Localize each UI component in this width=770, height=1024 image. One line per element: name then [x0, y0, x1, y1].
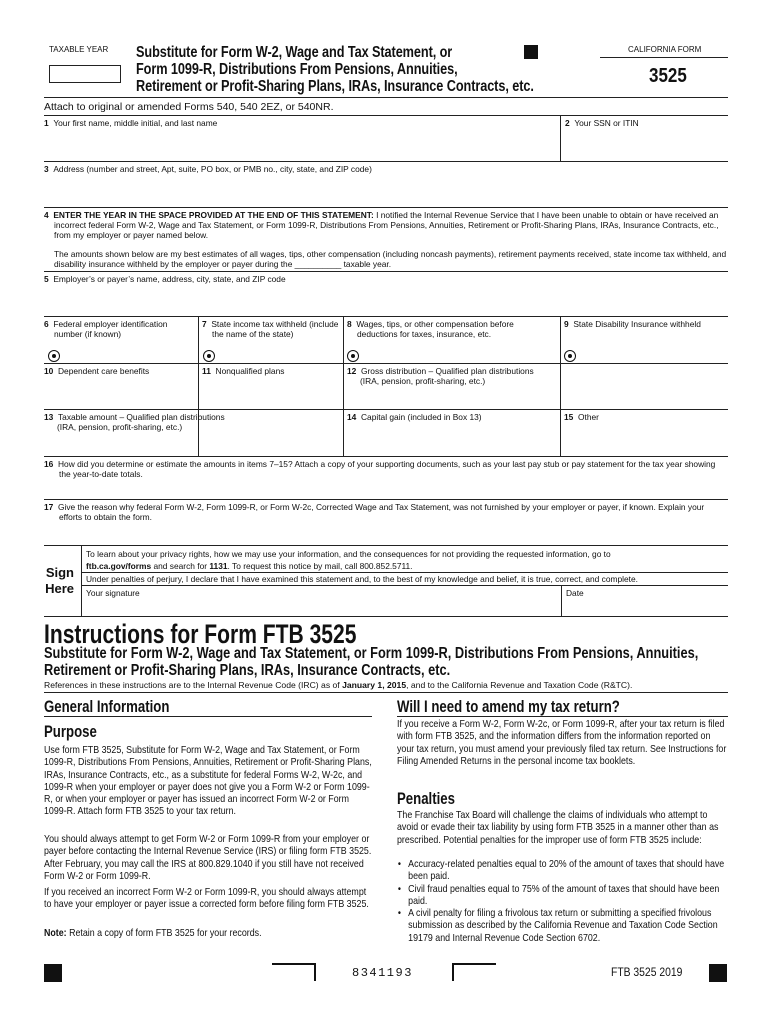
- field-9-label: 9 State Disability Insurance withheld: [564, 319, 701, 329]
- field-17-input[interactable]: [44, 524, 728, 544]
- field-16-input[interactable]: [44, 480, 728, 498]
- rule: [44, 207, 728, 208]
- divider: [560, 115, 561, 161]
- instructions-title: Instructions for Form FTB 3525: [44, 619, 357, 649]
- taxable-year-field[interactable]: [49, 65, 121, 83]
- field-3-label: 3 Address (number and street, Apt, suite, PO box, or PMB no., city, state, and ZIP code): [44, 164, 372, 174]
- divider: [561, 585, 562, 616]
- date-label: Date: [566, 588, 584, 598]
- field-10-label: 10 Dependent care benefits: [44, 366, 150, 376]
- field-4-text: 4 ENTER THE YEAR IN THE SPACE PROVIDED AT THE END OF THIS STATEMENT: I notified the Internal Revenue Service that I have been unable to obtain or have received an incorrect federal Form W-2, Wage and Tax Statement, or Form 1099-R, Distributions From Pensions, Annuities, Retirement or Profit-Sharing Plans, IRAs, Insurance Contracts, etc., from my employer or payer named below.: [44, 210, 719, 240]
- amend-heading: Will I need to amend my tax return?: [397, 698, 620, 716]
- rule: [44, 692, 728, 693]
- employer-input[interactable]: [44, 286, 728, 315]
- barcode-number: 8341193: [352, 966, 413, 980]
- general-information-heading: General Information: [44, 698, 170, 716]
- purpose-paragraph-3: If you received an incorrect Form W-2 or Form 1099-R, you should always attempt to have your employer or payer issue a corrected form before filing form FTB 3525.: [44, 887, 369, 911]
- rule: [397, 716, 728, 717]
- field-12-label: 12 Gross distribution – Qualified plan distributions (IRA, pension, profit-sharing, etc.): [347, 366, 534, 386]
- registration-mark: [709, 964, 727, 982]
- rule: [44, 161, 728, 162]
- california-form-label: CALIFORNIA FORM: [628, 45, 702, 54]
- field-11-label: 11 Nonqualified plans: [202, 366, 285, 376]
- privacy-notice: To learn about your privacy rights, how we may use your information, and the consequences for not providing the requested information, go to ftb.ca.gov/forms and search for 1131. To request this notice by mail, call 800.852.5711.: [86, 549, 611, 571]
- purpose-paragraph-1: Use form FTB 3525, Substitute for Form W-2, Wage and Tax Statement, or Form 1099-R, Distributions From Pensions, Annuities, Retirement or Profit-Sharing Plans, IRAs, Insurance Contracts, etc., as a substitute for federal Forms W-2, W-2c, and 1099-R when your employer or payer does not give you a Form W-2 or Form 1099-R, or when your employer or payer has issued an incorrect Form W-2 or Form 1099-R. Attach form FTB 3525 to your tax return.: [44, 745, 372, 818]
- field-16-label: 16 How did you determine or estimate the amounts in items 7–15? Attach a copy of your supporting documents, such as your last pay stub or pay statement for the tax year showing the year-to-date totals.: [44, 459, 716, 479]
- field-7-radio[interactable]: [203, 350, 215, 362]
- rule: [44, 316, 728, 317]
- purpose-heading: Purpose: [44, 723, 97, 741]
- penalties-list: [397, 859, 727, 945]
- list-item: • Civil fraud penalties equal to 75% of the amount of taxes that should have been paid.: [397, 884, 727, 909]
- attach-instruction: Attach to original or amended Forms 540, 540 2EZ, or 540NR.: [44, 101, 334, 113]
- list-item: • Accuracy-related penalties equal to 20% of the amount of taxes that should have been paid.: [397, 859, 727, 884]
- references-text: References in these instructions are to the Internal Revenue Code (IRC) as of January 1, 2015, and to the California Revenue and Taxation Code (R&TC).: [44, 680, 633, 690]
- field-13-label: 13 Taxable amount – Qualified plan distributions (IRA, pension, profit-sharing, etc.): [44, 412, 225, 432]
- rule: [44, 545, 728, 546]
- rule: [44, 499, 728, 500]
- field-8-radio[interactable]: [347, 350, 359, 362]
- rule: [44, 456, 728, 457]
- rule: [81, 572, 728, 573]
- registration-mark: [44, 964, 62, 982]
- date-input[interactable]: [564, 599, 727, 615]
- perjury-statement: Under penalties of perjury, I declare that I have examined this statement and, to the best of my knowledge and belief, it is true, correct, and complete.: [86, 574, 638, 584]
- form-title-line-1: Substitute for Form W-2, Wage and Tax Statement, or: [136, 44, 453, 61]
- purpose-paragraph-2: You should always attempt to get Form W-2 or Form 1099-R from your employer or payer before contacting the Internal Revenue Service (IRS) or filing form FTB 3525. After February, you may call the IRS at 800.829.1040 if you still have not received Form W-2 or Form 1099-R.: [44, 834, 372, 882]
- sign-label: Sign Here: [45, 565, 74, 596]
- form-number: 3525: [649, 65, 687, 87]
- form-number-rule: [600, 57, 728, 58]
- instructions-subtitle-1: Substitute for Form W-2, Wage and Tax Statement, or Form 1099-R, Distributions From Pensions, Annuities,: [44, 645, 699, 662]
- field-4-note: The amounts shown below are my best estimates of all wages, tips, other compensation (including noncash payments), retirement payments received, state income tax withheld, and disability insurance withheld by the employer or payer during the __________ taxable year.: [54, 249, 727, 269]
- registration-mark: [524, 45, 538, 59]
- divider: [560, 316, 561, 456]
- field-15-label: 15 Other: [564, 412, 599, 422]
- rule: [44, 716, 372, 717]
- corner-mark: [272, 963, 316, 981]
- rule: [81, 585, 728, 586]
- form-id: FTB 3525 2019: [611, 967, 683, 979]
- field-6-radio[interactable]: [48, 350, 60, 362]
- address-input[interactable]: [44, 176, 728, 206]
- signature-label: Your signature: [86, 588, 140, 598]
- list-item: • A civil penalty for filing a frivolous tax return or submitting a specified frivolous submission as described by the California Revenue and Taxation Code Section 19179 and Internal Revenue Code Section 6702.: [397, 908, 727, 945]
- divider: [343, 316, 344, 456]
- taxable-year-label: TAXABLE YEAR: [49, 45, 109, 54]
- field-2-label: 2 Your SSN or ITIN: [565, 118, 639, 128]
- rule: [44, 616, 728, 617]
- form-title-line-2: Form 1099-R, Distributions From Pensions, Annuities,: [136, 61, 458, 78]
- amend-paragraph: If you receive a Form W-2, Form W-2c, or Form 1099-R, after your tax return is filed with form FTB 3525, and the information differs from the information reported on your tax return, you must amend your previously filed tax return. See Instructions for Filing Amended Returns in the personal income tax booklets.: [397, 719, 727, 767]
- field-9-radio[interactable]: [564, 350, 576, 362]
- field-1-label: 1 Your first name, middle initial, and last name: [44, 118, 218, 128]
- form-title-line-3: Retirement or Profit-Sharing Plans, IRAs, Insurance Contracts, etc.: [136, 78, 534, 95]
- name-input[interactable]: [44, 130, 559, 160]
- divider: [198, 316, 199, 456]
- field-8-label: 8 Wages, tips, or other compensation before deductions for taxes, insurance, etc.: [347, 319, 514, 339]
- rule: [44, 115, 728, 116]
- note-paragraph: Note: Retain a copy of form FTB 3525 for your records.: [44, 928, 262, 939]
- ssn-input[interactable]: [562, 130, 728, 160]
- field-14-label: 14 Capital gain (included in Box 13): [347, 412, 482, 422]
- rule: [44, 271, 728, 272]
- field-7-label: 7 State income tax withheld (include the name of the state): [202, 319, 339, 339]
- penalties-paragraph: The Franchise Tax Board will challenge the claims of individuals who attempt to avoid or evade their tax liability by using form FTB 3525 in a manner other than as prescribed. Potential penalties for the improper use of form FTB 3525 include:: [397, 810, 719, 846]
- rule: [44, 409, 728, 410]
- penalties-heading: Penalties: [397, 790, 455, 808]
- divider: [81, 545, 82, 616]
- corner-mark: [452, 963, 496, 981]
- rule: [44, 363, 728, 364]
- field-6-label: 6 Federal employer identification number (if known): [44, 319, 168, 339]
- field-17-label: 17 Give the reason why federal Form W-2, Form 1099-R, or Form W-2c, Corrected Wage and Tax Statement, was not furnished by your employer or payer, if known. Explain your efforts to obtain the form.: [44, 502, 705, 522]
- instructions-subtitle-2: Retirement or Profit-Sharing Plans, IRAs, Insurance Contracts, etc.: [44, 662, 451, 679]
- header-rule: [44, 97, 728, 98]
- field-5-label: 5 Employer’s or payer’s name, address, city, state, and ZIP code: [44, 274, 286, 284]
- signature-input[interactable]: [84, 599, 559, 615]
